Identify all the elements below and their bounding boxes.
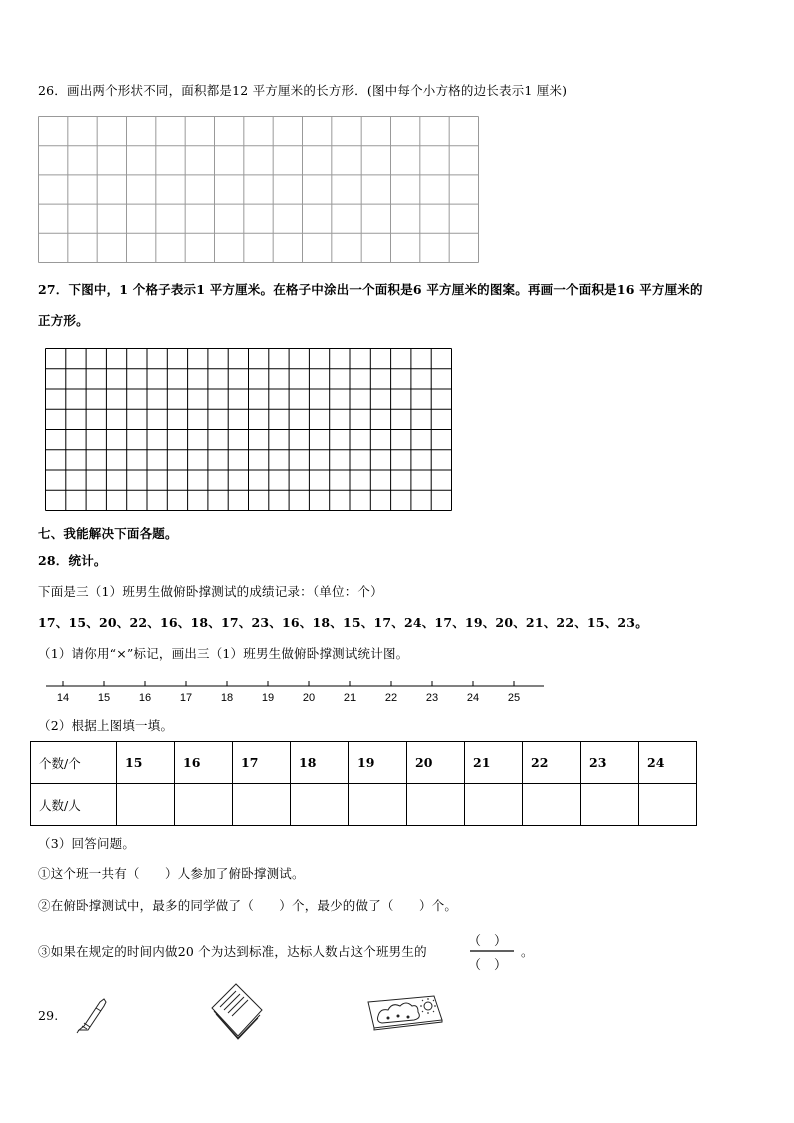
- number-line: [46, 680, 546, 706]
- number-line-label: 14: [56, 692, 70, 704]
- number-line-label: 15: [97, 692, 111, 704]
- table-cell: 22: [523, 742, 581, 784]
- table-cell: 18: [291, 742, 349, 784]
- answer-fraction[interactable]: [468, 930, 518, 972]
- pencil-case-icon: [364, 992, 446, 1032]
- q28-intro: 下面是三（1）班男生做俯卧撑测试的成绩记录：（单位：个）: [38, 584, 383, 599]
- table-cell: 20: [407, 742, 465, 784]
- answer-cell[interactable]: [175, 784, 233, 826]
- number-line-label: 22: [384, 692, 398, 704]
- pen-icon: [74, 996, 108, 1034]
- frequency-table: [30, 741, 697, 826]
- answer-cell[interactable]: [233, 784, 291, 826]
- number-line-label: 25: [507, 692, 521, 704]
- table-cell: 21: [465, 742, 523, 784]
- table-cell: 15: [117, 742, 175, 784]
- row-label-people: 人数/人: [31, 784, 117, 826]
- table-cell: 16: [175, 742, 233, 784]
- q28-part3: （3）回答问题。: [38, 836, 136, 851]
- answer-cell[interactable]: [639, 784, 697, 826]
- answer-cell[interactable]: [407, 784, 465, 826]
- number-line-label: 21: [343, 692, 357, 704]
- section-heading: 七、我能解决下面各题。: [38, 526, 178, 541]
- number-line-label: 19: [261, 692, 275, 704]
- table-cell: 23: [581, 742, 639, 784]
- answer-cell[interactable]: [349, 784, 407, 826]
- notebook-icon: [208, 980, 264, 1040]
- table-row-people: [31, 784, 697, 826]
- fraction-numerator: （ ）: [468, 934, 508, 949]
- fraction-denominator: （ ）: [468, 958, 508, 973]
- q29-label: 29.: [38, 1008, 59, 1023]
- q28-part2: （2）根据上图填一填。: [38, 718, 174, 733]
- q26-grid: [38, 116, 480, 264]
- q28-title: 28．统计。: [38, 553, 107, 568]
- q27-grid: [45, 348, 453, 512]
- table-cell: 19: [349, 742, 407, 784]
- number-line-label: 16: [138, 692, 152, 704]
- answer-cell[interactable]: [117, 784, 175, 826]
- number-line-label: 23: [425, 692, 439, 704]
- q27-line2: 正方形。: [38, 313, 89, 328]
- q28-question2: ②在俯卧撑测试中，最多的同学做了（ ）个，最少的做了（ ）个。: [38, 898, 458, 913]
- answer-cell[interactable]: [523, 784, 581, 826]
- q26-text: 26．画出两个形状不同，面积都是12 平方厘米的长方形．(图中每个小方格的边长表示1 厘米): [38, 83, 568, 98]
- number-line-label: 24: [466, 692, 480, 704]
- answer-cell[interactable]: [291, 784, 349, 826]
- q28-question3-end: 。: [521, 944, 534, 959]
- table-cell: 24: [639, 742, 697, 784]
- table-cell: 17: [233, 742, 291, 784]
- q28-data: 17、15、20、22、16、18、17、23、16、18、15、17、24、17、19、20、21、22、15、23。: [38, 615, 648, 630]
- number-line-label: 17: [179, 692, 193, 704]
- answer-cell[interactable]: [581, 784, 639, 826]
- answer-cell[interactable]: [465, 784, 523, 826]
- number-line-label: 20: [302, 692, 316, 704]
- row-label-count: 个数/个: [31, 742, 117, 784]
- q28-question3: ③如果在规定的时间内做20 个为达到标准，达标人数占这个班男生的: [38, 944, 427, 959]
- q27-line1: 27．下图中，1 个格子表示1 平方厘米。在格子中涂出一个面积是6 平方厘米的图案。再画一个面积是16 平方厘米的: [38, 282, 703, 297]
- number-line-label: 18: [220, 692, 234, 704]
- table-row-values: [31, 742, 697, 784]
- q28-question1: ①这个班一共有（ ）人参加了俯卧撑测试。: [38, 866, 305, 881]
- q28-part1: （1）请你用“×”标记，画出三（1）班男生做俯卧撑测试统计图。: [38, 646, 409, 661]
